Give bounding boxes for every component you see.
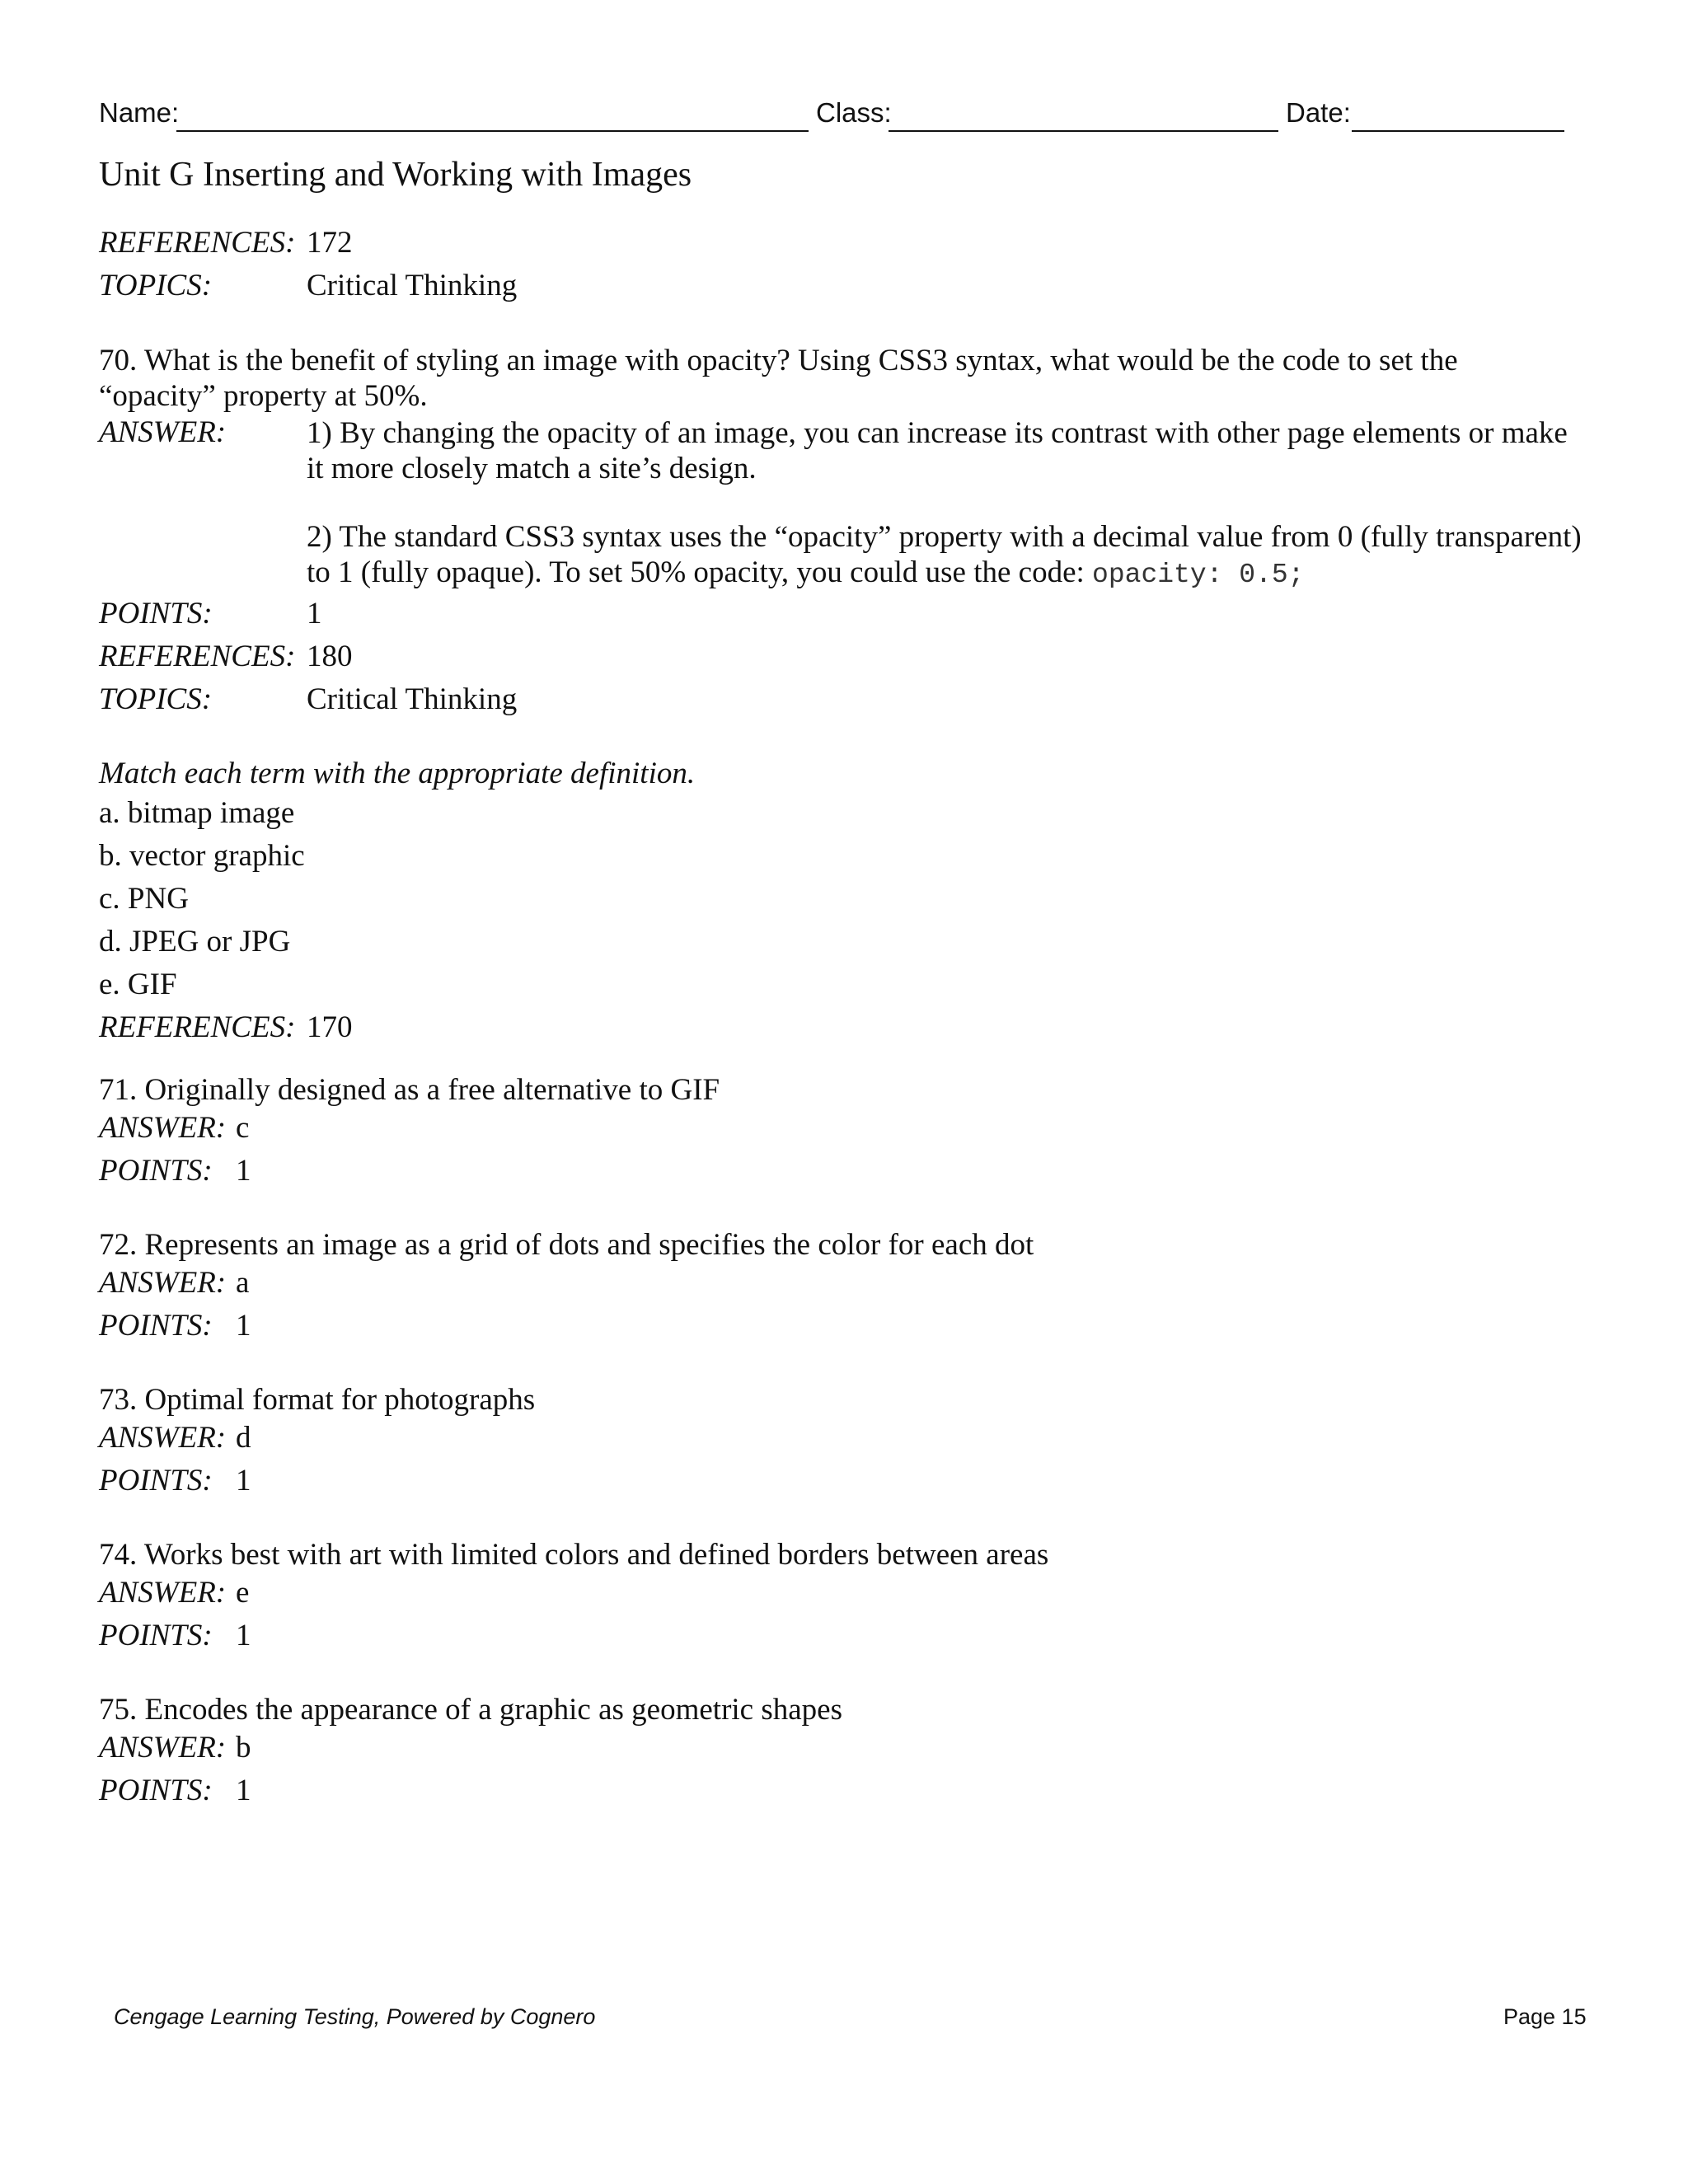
page-number: Page 15	[1503, 2004, 1587, 2029]
class-line	[889, 130, 1278, 132]
footer-credit: Cengage Learning Testing, Powered by Cognero	[114, 2004, 596, 2029]
answer-70-part-2-text: 2) The standard CSS3 syntax uses the “opacity” property with a decimal value from 0 (fully transparent) to 1 (fully opaque). To set 50% opacity, you could use the code:	[307, 520, 1582, 589]
references-value: 172	[307, 226, 353, 260]
matching-term: b. vector graphic	[99, 839, 305, 873]
answer-value: d	[236, 1421, 251, 1455]
answer-label: ANSWER:	[99, 415, 227, 449]
points-value: 1	[236, 1774, 251, 1807]
answer-label: ANSWER:	[99, 1266, 227, 1300]
topics-value: Critical Thinking	[307, 269, 518, 302]
references-label: REFERENCES:	[99, 640, 296, 673]
points-label: POINTS:	[99, 1619, 213, 1652]
header	[99, 97, 1566, 135]
references-label: REFERENCES:	[99, 226, 296, 260]
answer-label: ANSWER:	[99, 1111, 227, 1145]
answer-label: ANSWER:	[99, 1576, 227, 1610]
points-label: POINTS:	[99, 1774, 213, 1807]
points-value: 1	[236, 1464, 251, 1497]
references-label: REFERENCES:	[99, 1010, 296, 1044]
points-value: 1	[236, 1309, 251, 1343]
answer-value: c	[236, 1111, 250, 1145]
answer-value: e	[236, 1576, 250, 1610]
matching-term: c. PNG	[99, 882, 189, 916]
name-line	[176, 130, 809, 132]
topics-label: TOPICS:	[99, 682, 213, 716]
matching-term: e. GIF	[99, 968, 177, 1001]
points-label: POINTS:	[99, 597, 213, 630]
matching-term: d. JPEG or JPG	[99, 925, 291, 958]
answer-value: a	[236, 1266, 250, 1300]
date-line	[1352, 130, 1564, 132]
answer-70-part-2	[307, 519, 1592, 593]
matching-term: a. bitmap image	[99, 796, 295, 830]
topics-label: TOPICS:	[99, 269, 213, 302]
question-74: 74. Works best with art with limited colors and defined borders between areas	[99, 1538, 1049, 1572]
name-label: Name:	[99, 97, 180, 128]
class-label: Class:	[816, 97, 892, 128]
question-71: 71. Originally designed as a free alternative to GIF	[99, 1073, 720, 1107]
question-75: 75. Encodes the appearance of a graphic as geometric shapes	[99, 1693, 842, 1727]
topics-value: Critical Thinking	[307, 682, 518, 716]
points-label: POINTS:	[99, 1154, 213, 1188]
date-label: Date:	[1286, 97, 1351, 128]
page-title: Unit G Inserting and Working with Images	[99, 156, 692, 194]
answer-70-part-1: 1) By changing the opacity of an image, you can increase its contrast with other page elements or make it more closely match a site’s design.	[307, 416, 1568, 485]
question-73: 73. Optimal format for photographs	[99, 1383, 536, 1417]
points-value: 1	[236, 1619, 251, 1652]
answer-label: ANSWER:	[99, 1731, 227, 1765]
points-value: 1	[307, 597, 322, 630]
references-value: 170	[307, 1010, 353, 1044]
question-72: 72. Represents an image as a grid of dots and specifies the color for each dot	[99, 1228, 1034, 1262]
opacity-code: opacity: 0.5;	[1092, 560, 1305, 590]
matching-instructions: Match each term with the appropriate definition.	[99, 757, 696, 790]
answer-value: b	[236, 1731, 251, 1765]
points-label: POINTS:	[99, 1309, 213, 1343]
answer-label: ANSWER:	[99, 1421, 227, 1455]
references-value: 180	[307, 640, 353, 673]
points-label: POINTS:	[99, 1464, 213, 1497]
question-70: 70. What is the benefit of styling an image with opacity? Using CSS3 syntax, what would be the code to set the “opacity” property at 50%.	[99, 344, 1458, 413]
points-value: 1	[236, 1154, 251, 1188]
